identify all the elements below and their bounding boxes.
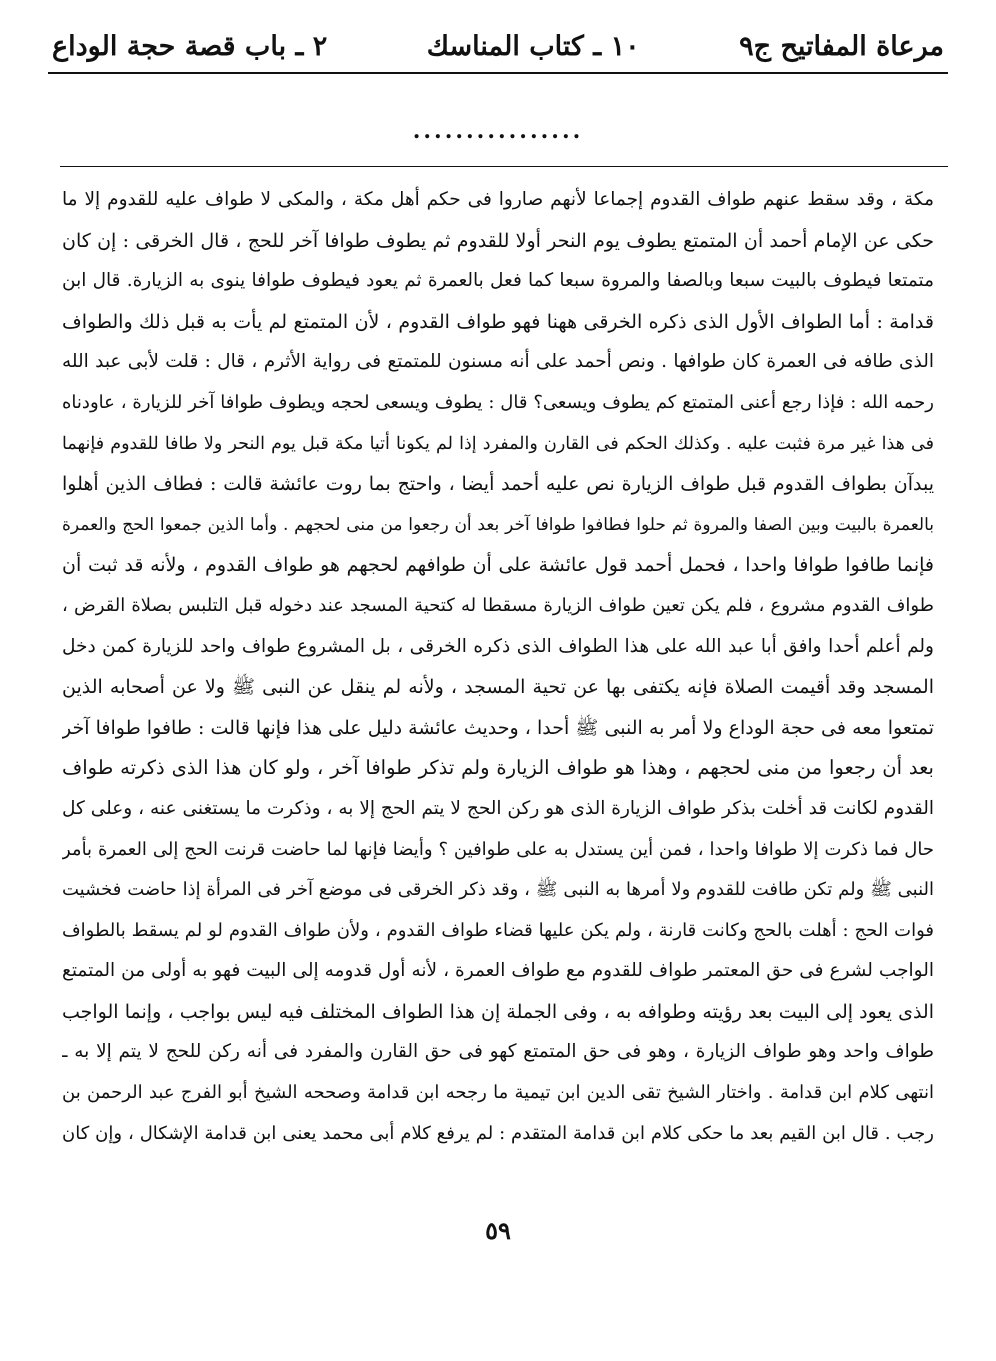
text-line: ولم أعلم أحدا وافق أبا عبد الله على هذا الطواف الذى ذكره الخرقى ، بل المشروع طواف واحد للزيارة كمن دخل xyxy=(62,635,934,657)
dotted-separator: ................ xyxy=(412,118,584,144)
header-rule xyxy=(48,72,948,74)
text-line: بالعمرة بالبيت وبين الصفا والمروة ثم حلوا فطافوا طوافا آخر بعد أن رجعوا من منى لحجهم . وأما الذين جمعوا الحج والعمرة xyxy=(62,514,934,535)
text-line: الذى يعود إلى البيت بعد رؤيته وطوافه به ، وفى الجملة إن هذا الطواف المختلف فيه ليس بواجب ، وإنما الواجب xyxy=(62,1000,934,1023)
text-line: فإنما طافوا طوافا واحدا ، فحمل أحمد قول عائشة على أن طوافهم لحجهم هو طواف القدوم ، ولأنه قد ثبت أن xyxy=(62,554,934,577)
text-line: قدامة : أما الطواف الأول الذى ذكره الخرقى ههنا فهو طواف القدوم ، لأن المتمتع لم يأت به قبل ذلك والطواف xyxy=(62,310,934,333)
text-line: القدوم لكانت قد أخلت بذكر طواف الزيارة الذى هو ركن الحج لا يتم الحج إلا به ، وذكرت ما يستغنى عنه ، وعلى كل xyxy=(62,797,934,819)
text-line: انتهى كلام ابن قدامة . واختار الشيخ تقى الدين ابن تيمية ما رجحه ابن قدامة وصححه الشيخ أبو الفرج عبد الرحمن بن xyxy=(62,1082,934,1104)
text-line: تمتعوا معه فى حجة الوداع ولا أمر به النبى ﷺ أحدا ، وحديث عائشة دليل على هذا فإنها قالت : طافوا طوافا آخر xyxy=(62,716,934,739)
text-line: الواجب لشرع فى حق المعتمر طواف للقدوم مع طواف العمرة ، لأنه أول قدومه إلى البيت فهو به أولى من المتمتع xyxy=(62,960,934,982)
header-book-section: ١٠ ـ كتاب المناسك xyxy=(426,30,640,62)
text-line: الذى طافه فى العمرة كان طوافها . ونص أحمد على أنه مسنون للمتمتع فى رواية الأثرم ، قال : قلت لأبى عبد الله xyxy=(62,351,934,373)
text-line: فى هذا غير مرة فثبت عليه . وكذلك الحكم فى القارن والمفرد إذا لم يكونا أتيا مكة قبل يوم النحر ولا طافا للقدوم فإنهما xyxy=(62,433,934,454)
page-header xyxy=(52,22,944,70)
text-line: رجب . قال ابن القيم بعد ما حكى كلام ابن قدامة المتقدم : لم يرفع كلام أبى محمد يعنى ابن قدامة الإشكال ، وإن كان xyxy=(62,1122,934,1144)
text-line: طواف واحد وهو طواف الزيارة ، وهو فى حق المتمتع كهو فى حق القارن والمفرد فى أنه ركن للحج لا يتم إلا به ـ xyxy=(62,1041,934,1063)
header-chapter: ٢ ـ باب قصة حجة الوداع xyxy=(52,30,328,62)
body-text xyxy=(62,180,934,1154)
text-line: المسجد وقد أقيمت الصلاة فإنه يكتفى بها عن تحية المسجد ، ولأنه لم ينقل عن النبى ﷺ ولا عن أصحابه الذين xyxy=(62,676,934,699)
text-line: رحمه الله : فإذا رجع أعنى المتمتع كم يطوف ويسعى؟ قال : يطوف ويسعى لحجه ويطوف طوافا آخر للزيارة ، عاودناه xyxy=(62,391,934,413)
text-line: طواف القدوم مشروع ، فلم يكن تعين طواف الزيارة مسقطا له كتحية المسجد عند دخوله قبل التلبس بصلاة القرض ، xyxy=(62,594,934,616)
content-rule xyxy=(60,166,948,167)
text-line: حكى عن الإمام أحمد أن المتمتع يطوف يوم النحر أولا للقدوم ثم يطوف طوافا آخر للحج ، قال الخرقى : إن كان xyxy=(62,229,934,252)
header-book-title: مرعاة المفاتيح ج٩ xyxy=(739,30,944,62)
text-line: متمتعا فيطوف بالبيت سبعا وبالصفا والمروة سبعا كما فعل بالعمرة ثم يعود فيطوف طوافا ينوى به الزيارة. قال ابن xyxy=(62,270,934,292)
text-line: النبى ﷺ ولم تكن طافت للقدوم ولا أمرها به النبى ﷺ ، وقد ذكر الخرقى فى موضع آخر فى المرأة إذا حاضت فخشيت xyxy=(62,879,934,901)
text-line: بعد أن رجعوا من منى لحجهم ، وهذا هو طواف الزيارة ولم تذكر طوافا آخر ، ولو كان هذا الذى ذكرته طواف xyxy=(62,756,934,780)
page-number: ٥٩ xyxy=(485,1216,511,1245)
text-line: حال فما ذكرت إلا طوافا واحدا ، فمن أين يستدل به على طوافين ؟ وأيضا فإنها لما حاضت قرنت الحج إلى العمرة بأمر xyxy=(62,838,934,860)
text-line: يبدآن بطواف القدوم قبل طواف الزيارة نص عليه أحمد أيضا ، واحتج بما روت عائشة قالت : فطاف الذين أهلوا xyxy=(62,473,934,496)
text-line: فوات الحج : أهلت بالحج وكانت قارنة ، ولم يكن عليها قضاء طواف القدوم ، ولأن طواف القدوم لو لم يسقط بالطواف xyxy=(62,919,934,941)
text-line: مكة ، وقد سقط عنهم طواف القدوم إجماعا لأنهم صاروا فى حكم أهل مكة ، والمكى لا طواف عليه للقدوم إلا ما xyxy=(62,189,934,210)
